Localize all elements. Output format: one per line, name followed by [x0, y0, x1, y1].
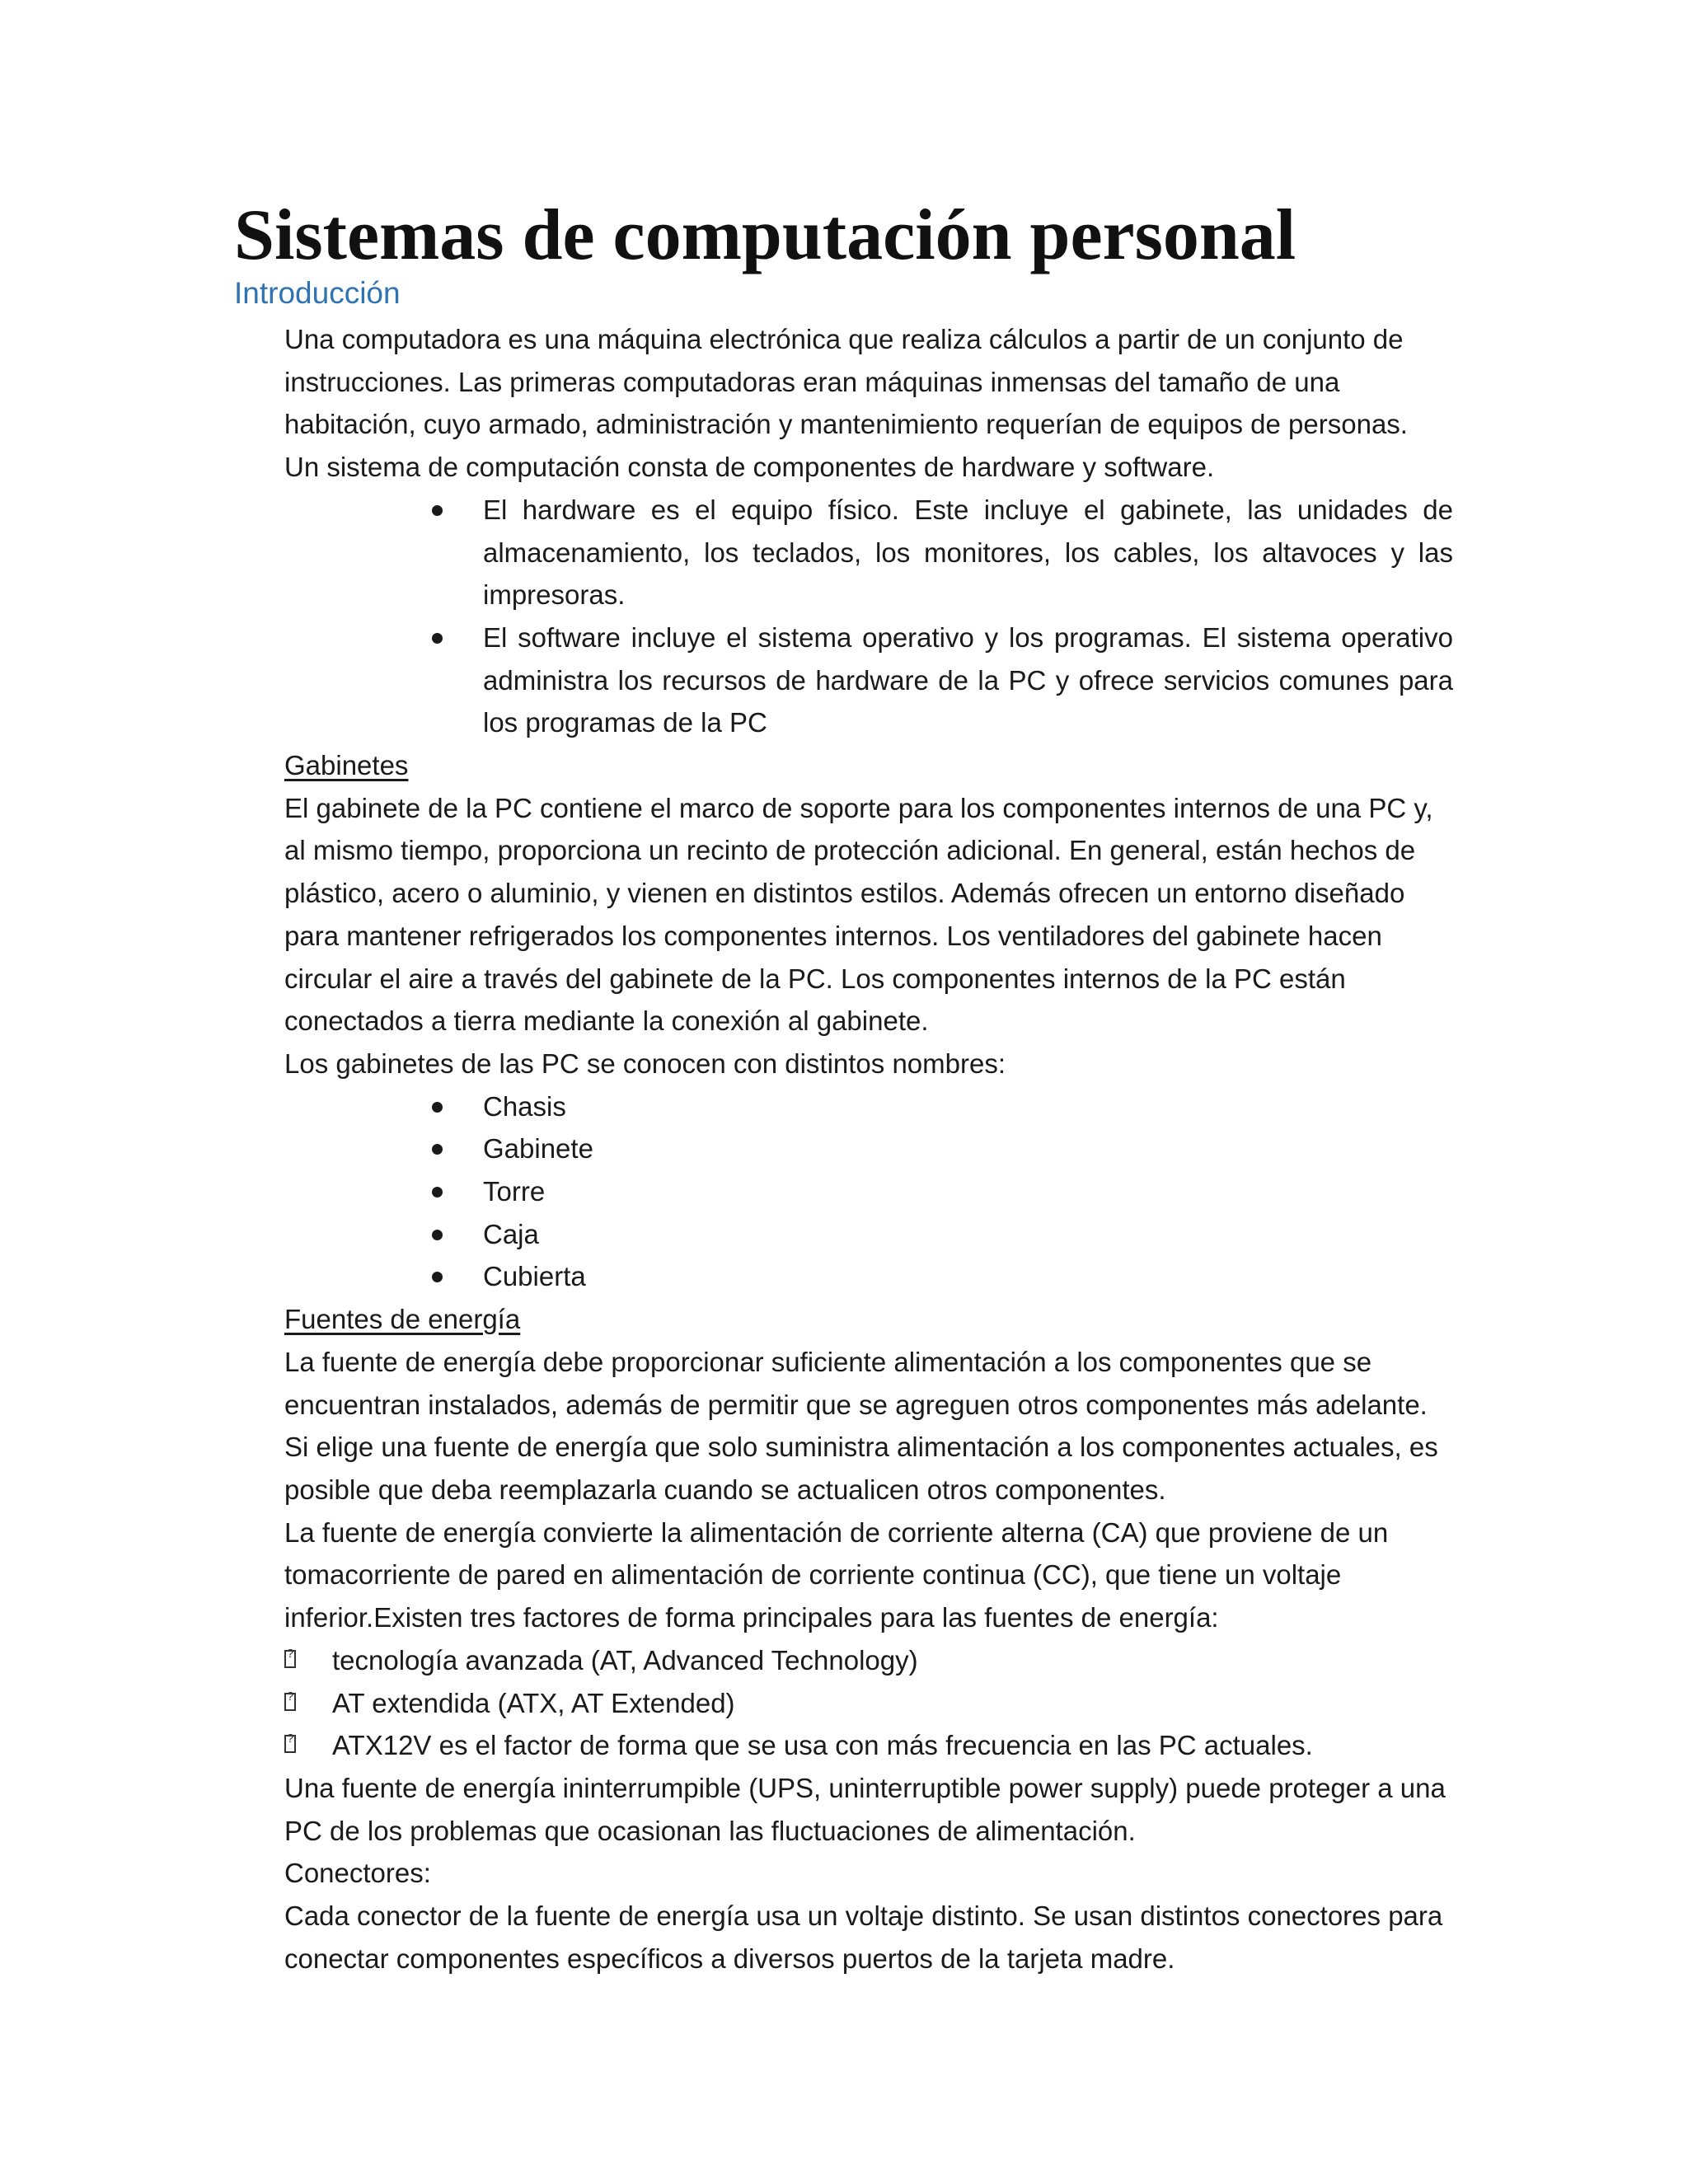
page-title: Sistemas de computación personal [234, 195, 1296, 275]
list-item-text: Chasis [483, 1090, 566, 1122]
gabinetes-paragraph-1: El gabinete de la PC contiene el marco de soporte para los componentes internos de una PC y, al mismo tiempo, proporciona un recinto de protección adicional. En general, están hechos de plástico, acero o aluminio, y vienen en distintos estilos. Además ofrecen un entorno diseñado para mantener refrigerados los componentes internos. Los ventiladores del gabinete hacen circular el aire a través del gabinete de la PC. Los componentes internos de la PC están conectados a tierra mediante la conexión al gabinete. [284, 792, 1433, 1037]
missing-glyph-icon [284, 1693, 296, 1711]
fuentes-paragraph-3: Una fuente de energía ininterrumpible (UPS, uninterruptible power supply) puede proteger a una PC de los problemas que ocasionan las fluctuaciones de alimentación. [284, 1772, 1446, 1846]
list-item-text: AT extendida (ATX, AT Extended) [332, 1687, 735, 1718]
fuentes-paragraph-2: La fuente de energía convierte la alimentación de corriente alterna (CA) que proviene de un tomacorriente de pared en alimentación de corriente continua (CC), que tiene un voltaje inferior.Existen tres factores de forma principales para las fuentes de energía: [284, 1516, 1389, 1633]
intro-heading: Introducción [234, 276, 401, 310]
bullet-icon [432, 1102, 443, 1113]
gabinetes-paragraph-2: Los gabinetes de las PC se conocen con distintos nombres: [284, 1047, 1006, 1079]
intro-paragraph-1: Una computadora es una máquina electrónica que realiza cálculos a partir de un conjunto de instrucciones. Las primeras computadoras eran máquinas inmensas del tamaño de una habitación, cuyo armado, administración y mantenimiento requerían de equipos de personas. [284, 324, 1408, 440]
missing-glyph-icon [284, 1735, 296, 1753]
list-item-text: ATX12V es el factor de forma que se usa con más frecuencia en las PC actuales. [332, 1730, 1313, 1761]
list-item-text: Gabinete [483, 1133, 593, 1165]
bullet-icon [432, 505, 443, 516]
gabinetes-heading: Gabinetes [284, 750, 409, 781]
list-item [332, 1724, 1453, 1767]
list-item [483, 1255, 1453, 1298]
intro-paragraph-2: Un sistema de computación consta de componentes de hardware y software. [284, 452, 1215, 483]
missing-glyph-icon [284, 1650, 296, 1668]
form-factors-list [284, 1639, 1453, 1767]
fuentes-paragraph-1: La fuente de energía debe proporcionar suficiente alimentación a los componentes que se encuentran instalados, además de permitir que se agreguen otros componentes más adelante. Si elige una fuente de energía que solo suministra alimentación a los componentes actuales, es posible que deba reemplazarla cuando se actualicen otros componentes. [284, 1346, 1438, 1505]
list-item [483, 1127, 1453, 1170]
bullet-icon [432, 1230, 443, 1240]
list-item-text: Cubierta [483, 1261, 586, 1292]
bullet-icon [432, 1272, 443, 1282]
list-item-text: Caja [483, 1218, 539, 1249]
list-item [483, 616, 1453, 744]
list-item [332, 1682, 1453, 1725]
intro-bullet-list [284, 489, 1453, 744]
conectores-paragraph-1: Cada conector de la fuente de energía usa un voltaje distinto. Se usan distintos conectores para conectar componentes específicos a diversos puertos de la tarjeta madre. [284, 1900, 1443, 1974]
bullet-icon [432, 1187, 443, 1197]
list-item-text: El software incluye el sistema operativo y los programas. El sistema operativo administra los recursos de hardware de la PC y ofrece servicios comunes para los programas de la PC [483, 621, 1453, 738]
bullet-icon [432, 1144, 443, 1155]
list-item [332, 1639, 1453, 1682]
gabinete-names-list [284, 1085, 1453, 1299]
list-item-text: El hardware es el equipo físico. Este incluye el gabinete, las unidades de almacenamiento, los teclados, los monitores, los cables, los altavoces y las impresoras. [483, 494, 1453, 611]
list-item-text: Torre [483, 1176, 546, 1207]
list-item [483, 489, 1453, 616]
list-item [483, 1213, 1453, 1256]
list-item [483, 1170, 1453, 1213]
list-item-text: tecnología avanzada (AT, Advanced Technology) [332, 1644, 918, 1675]
bullet-icon [432, 633, 443, 644]
conectores-heading: Conectores: [284, 1858, 431, 1889]
list-item [483, 1085, 1453, 1128]
fuentes-heading: Fuentes de energía [284, 1304, 521, 1335]
document-body [284, 318, 1453, 1980]
